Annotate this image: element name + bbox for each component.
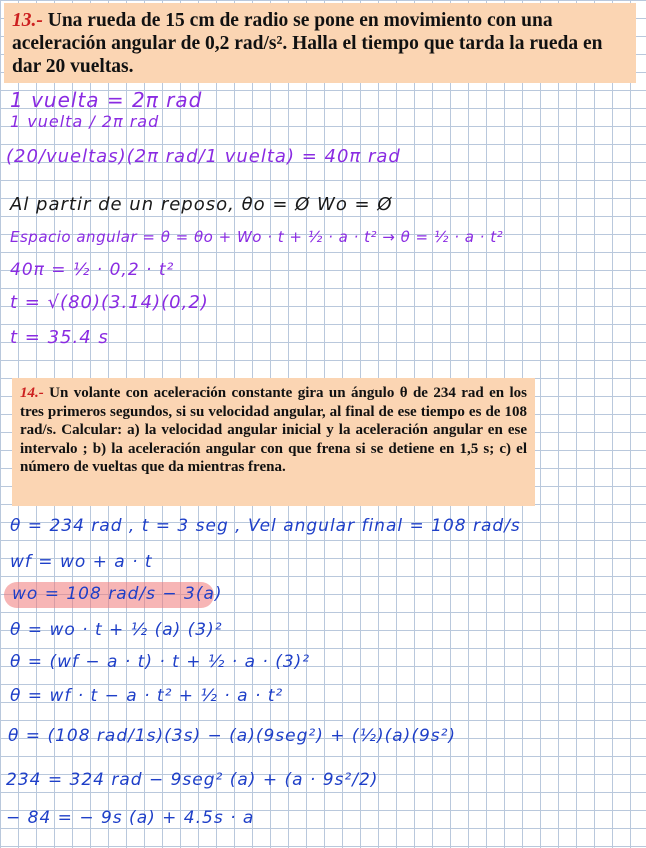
solution-14-line-7: θ = (108 rad/1s)(3s) − (a)(9seg²) + (½)(a)(9s²) [8,726,457,746]
problem-14-text: Un volante con aceleración constante gira un ángulo θ de 234 rad en los tres primeros segundos, si su velocidad angular, al final de ese tiempo es de 108 rad/s. Calcular: a) la velocidad angular inicial y la aceleración angular en ese intervalo ; b) la aceleración angular con que frena si se detiene en 1,5 s; c) el número de vueltas que da mientras frena. [20,385,528,476]
solution-13-line-1: 1 vuelta = 2π rad [10,88,203,112]
solution-14-line-6: θ = wf · t − a · t² + ½ · a · t² [10,686,284,706]
problem-14-box [12,378,535,506]
problem-13-number: 13.- [12,10,43,31]
solution-13-line-4: Al partir de un reposo, θo = Ø Wo = Ø [10,194,393,215]
solution-14-line-3: wo = 108 rad/s − 3(a) [12,584,223,604]
problem-14-number: 14.- [20,385,44,401]
problem-13-box [4,3,636,83]
solution-13-line-7: t = √(80)(3.14)(0,2) [10,292,209,313]
solution-13-line-5: Espacio angular = θ = θo + Wo · t + ½ · a · t² → θ = ½ · a · t² [10,228,504,246]
solution-13-line-2: 1 vuelta / 2π rad [10,112,160,131]
solution-14-line-9: − 84 = − 9s (a) + 4.5s · a [6,808,255,828]
solution-14-line-2: wf = wo + a · t [10,552,153,572]
solution-14-line-1: θ = 234 rad , t = 3 seg , Vel angular final = 108 rad/s [10,516,521,536]
problem-13-text: Una rueda de 15 cm de radio se pone en movimiento con una aceleración angular de 0,2 rad/s². Halla el tiempo que tarda la rueda en dar 20 vueltas. [12,10,603,77]
solution-13-line-3: (20/vueltas)(2π rad/1 vuelta) = 40π rad [6,146,401,167]
solution-14-line-5: θ = (wf − a · t) · t + ½ · a · (3)² [10,652,311,672]
solution-13-line-8: t = 35.4 s [10,327,109,348]
solution-14-line-8: 234 = 324 rad − 9seg² (a) + (a · 9s²/2) [6,770,379,790]
solution-14-line-4: θ = wo · t + ½ (a) (3)² [10,620,223,640]
solution-13-line-6: 40π = ½ · 0,2 · t² [10,260,175,280]
